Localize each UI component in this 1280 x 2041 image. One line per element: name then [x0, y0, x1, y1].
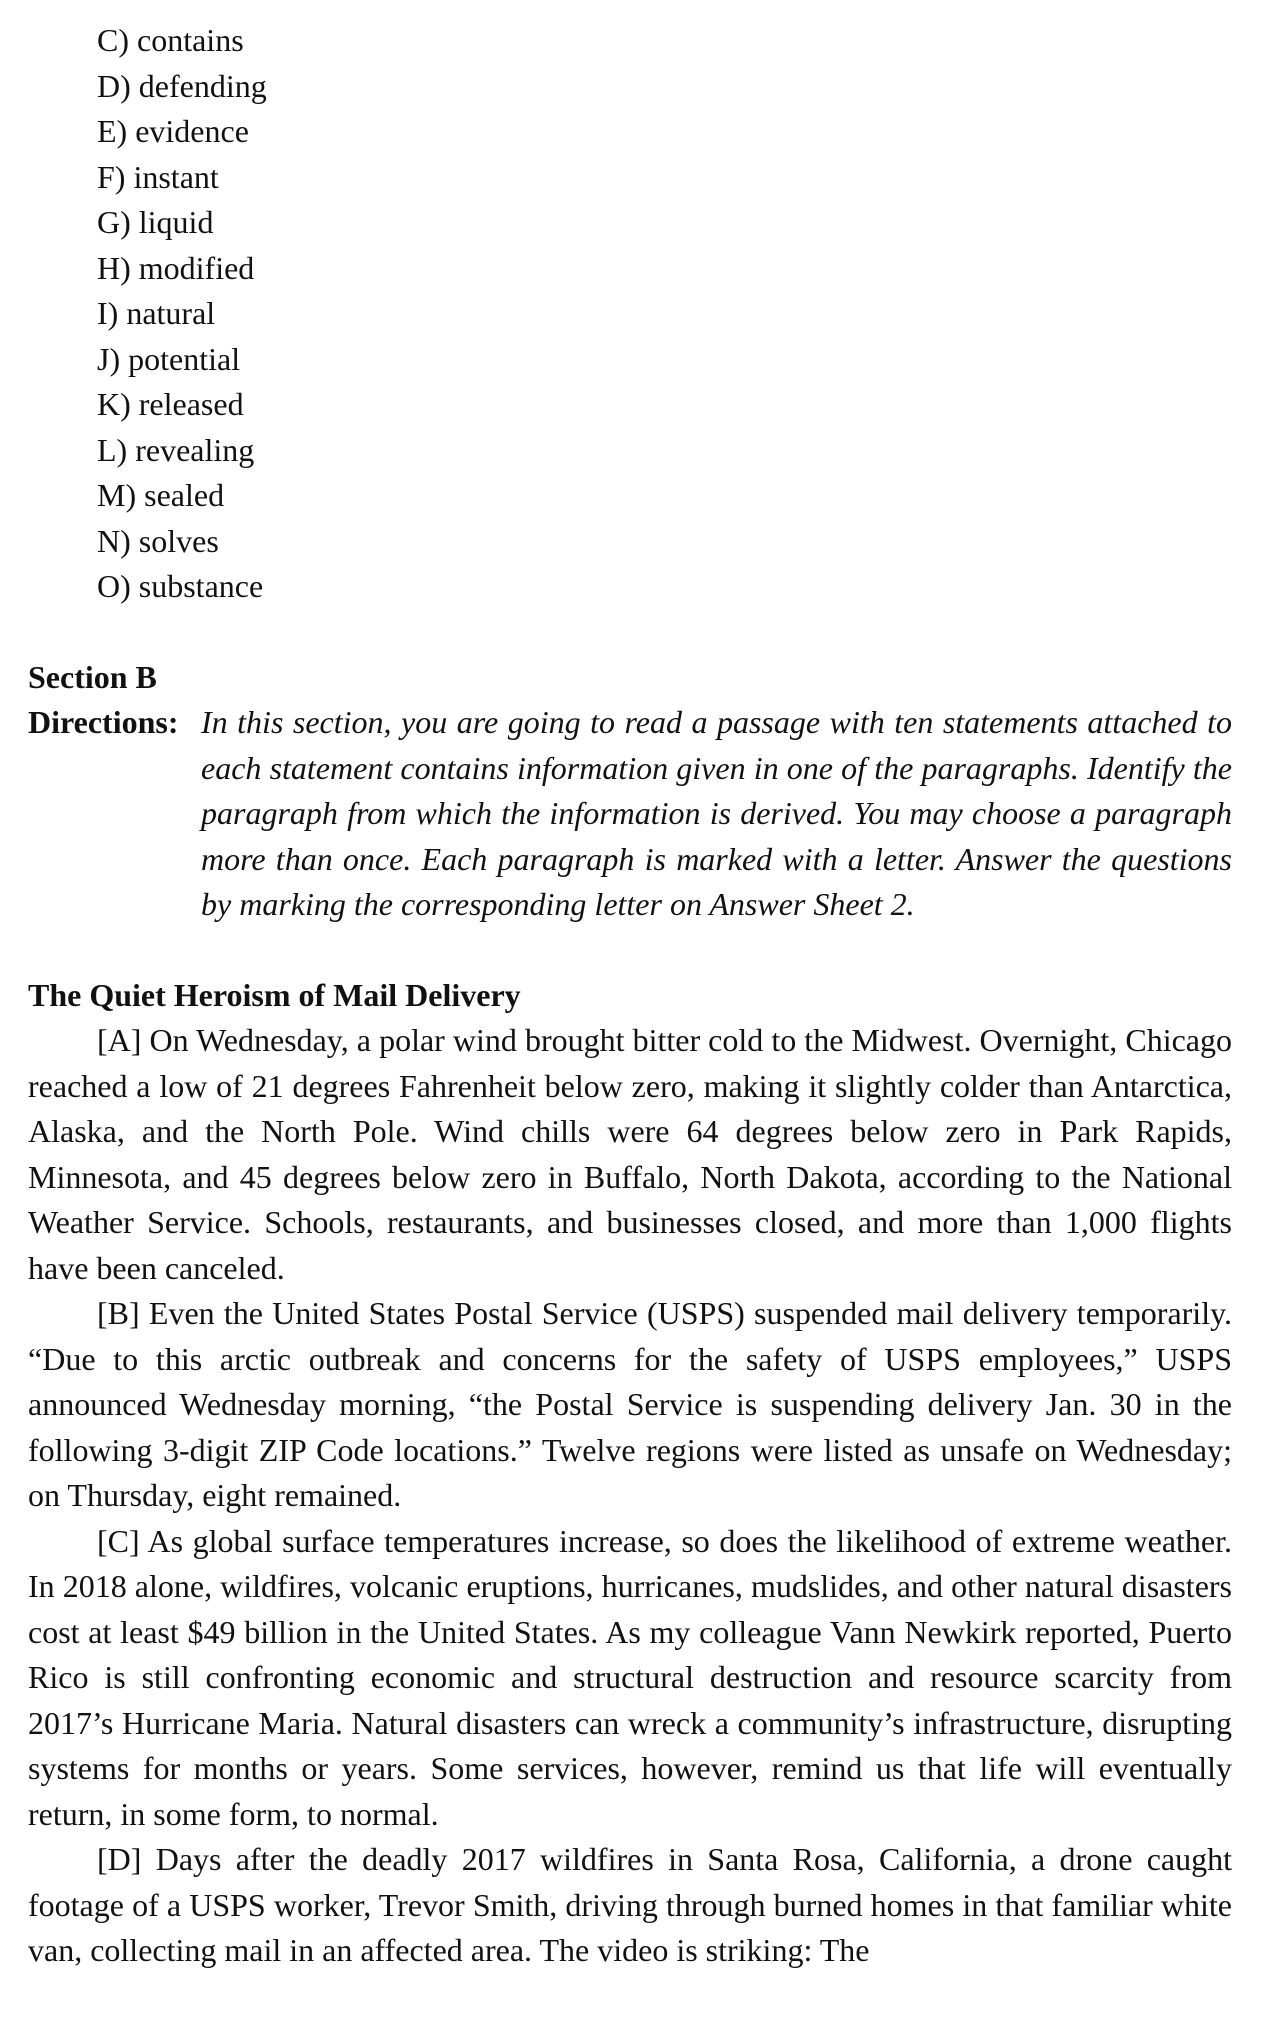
passage-paragraph-c: [C] As global surface temperatures increase, so does the likelihood of extreme weather. In 2018 alone, wildfires, volcanic eruptions, hurricanes, mudslides, and other natural disasters cost at least $49 billion in the United States. As my colleague Vann Newkirk reported, Puerto Rico is still confronting economic and structural destruction and resource scarcity from 2017’s Hurricane Maria. Natural disasters can wreck a community’s infrastructure, disrupting systems for months or years. Some services, however, remind us that life will eventually return, in some form, to normal.	[28, 1522, 1232, 1832]
option-item: O) substance	[97, 568, 264, 604]
passage-paragraph-b: [B] Even the United States Postal Service (USPS) suspended mail delivery temporarily. “Due to this arctic outbreak and concerns for the safety of USPS employees,” USPS announced Wednesday morning, “the Postal Service is suspending delivery Jan. 30 in the following 3-digit ZIP Code locations.” Twelve regions were listed as unsafe on Wednesday; on Thursday, eight remained.	[28, 1295, 1232, 1513]
passage-title: The Quiet Heroism of Mail Delivery	[28, 976, 521, 1013]
passage-paragraph-d: [D] Days after the deadly 2017 wildfires in Santa Rosa, California, a drone caught footage of a USPS worker, Trevor Smith, driving through burned homes in that familiar white van, collecting mail in an affected area. The video is striking: The	[28, 1841, 1232, 1968]
option-item: N) solves	[97, 522, 219, 559]
document-page	[28, 18, 1232, 1974]
option-item: J) potential	[97, 340, 241, 377]
answer-options-list	[28, 18, 1232, 610]
option-item: C) contains	[97, 22, 244, 58]
option-item: K) released	[97, 386, 244, 422]
option-item: H) modified	[97, 249, 255, 286]
option-item: I) natural	[97, 295, 216, 331]
directions-text: In this section, you are going to read a passage with ten statements attached to each statement contains information given in one of the paragraphs. Identify the paragraph from which the information is derived. You may choose a paragraph more than once. Each paragraph is marked with a letter. Answer the questions by marking the corresponding letter on Answer Sheet 2.	[201, 704, 1232, 922]
option-item: F) instant	[97, 158, 219, 195]
option-item: G) liquid	[97, 204, 214, 240]
directions-label: Directions:	[28, 704, 179, 740]
option-item: L) revealing	[97, 431, 255, 468]
passage-paragraph-a: [A] On Wednesday, a polar wind brought bitter cold to the Midwest. Overnight, Chicago reached a low of 21 degrees Fahrenheit below zero, making it slightly colder than Antarctica, Alaska, and the North Pole. Wind chills were 64 degrees below zero in Park Rapids, Minnesota, and 45 degrees below zero in Buffalo, North Dakota, according to the National Weather Service. Schools, restaurants, and businesses closed, and more than 1,000 flights have been canceled.	[28, 1022, 1232, 1286]
option-item: D) defending	[97, 67, 267, 104]
directions-block	[28, 700, 1232, 928]
option-item: M) sealed	[97, 477, 225, 513]
section-title: Section B	[28, 658, 157, 695]
option-item: E) evidence	[97, 113, 249, 149]
